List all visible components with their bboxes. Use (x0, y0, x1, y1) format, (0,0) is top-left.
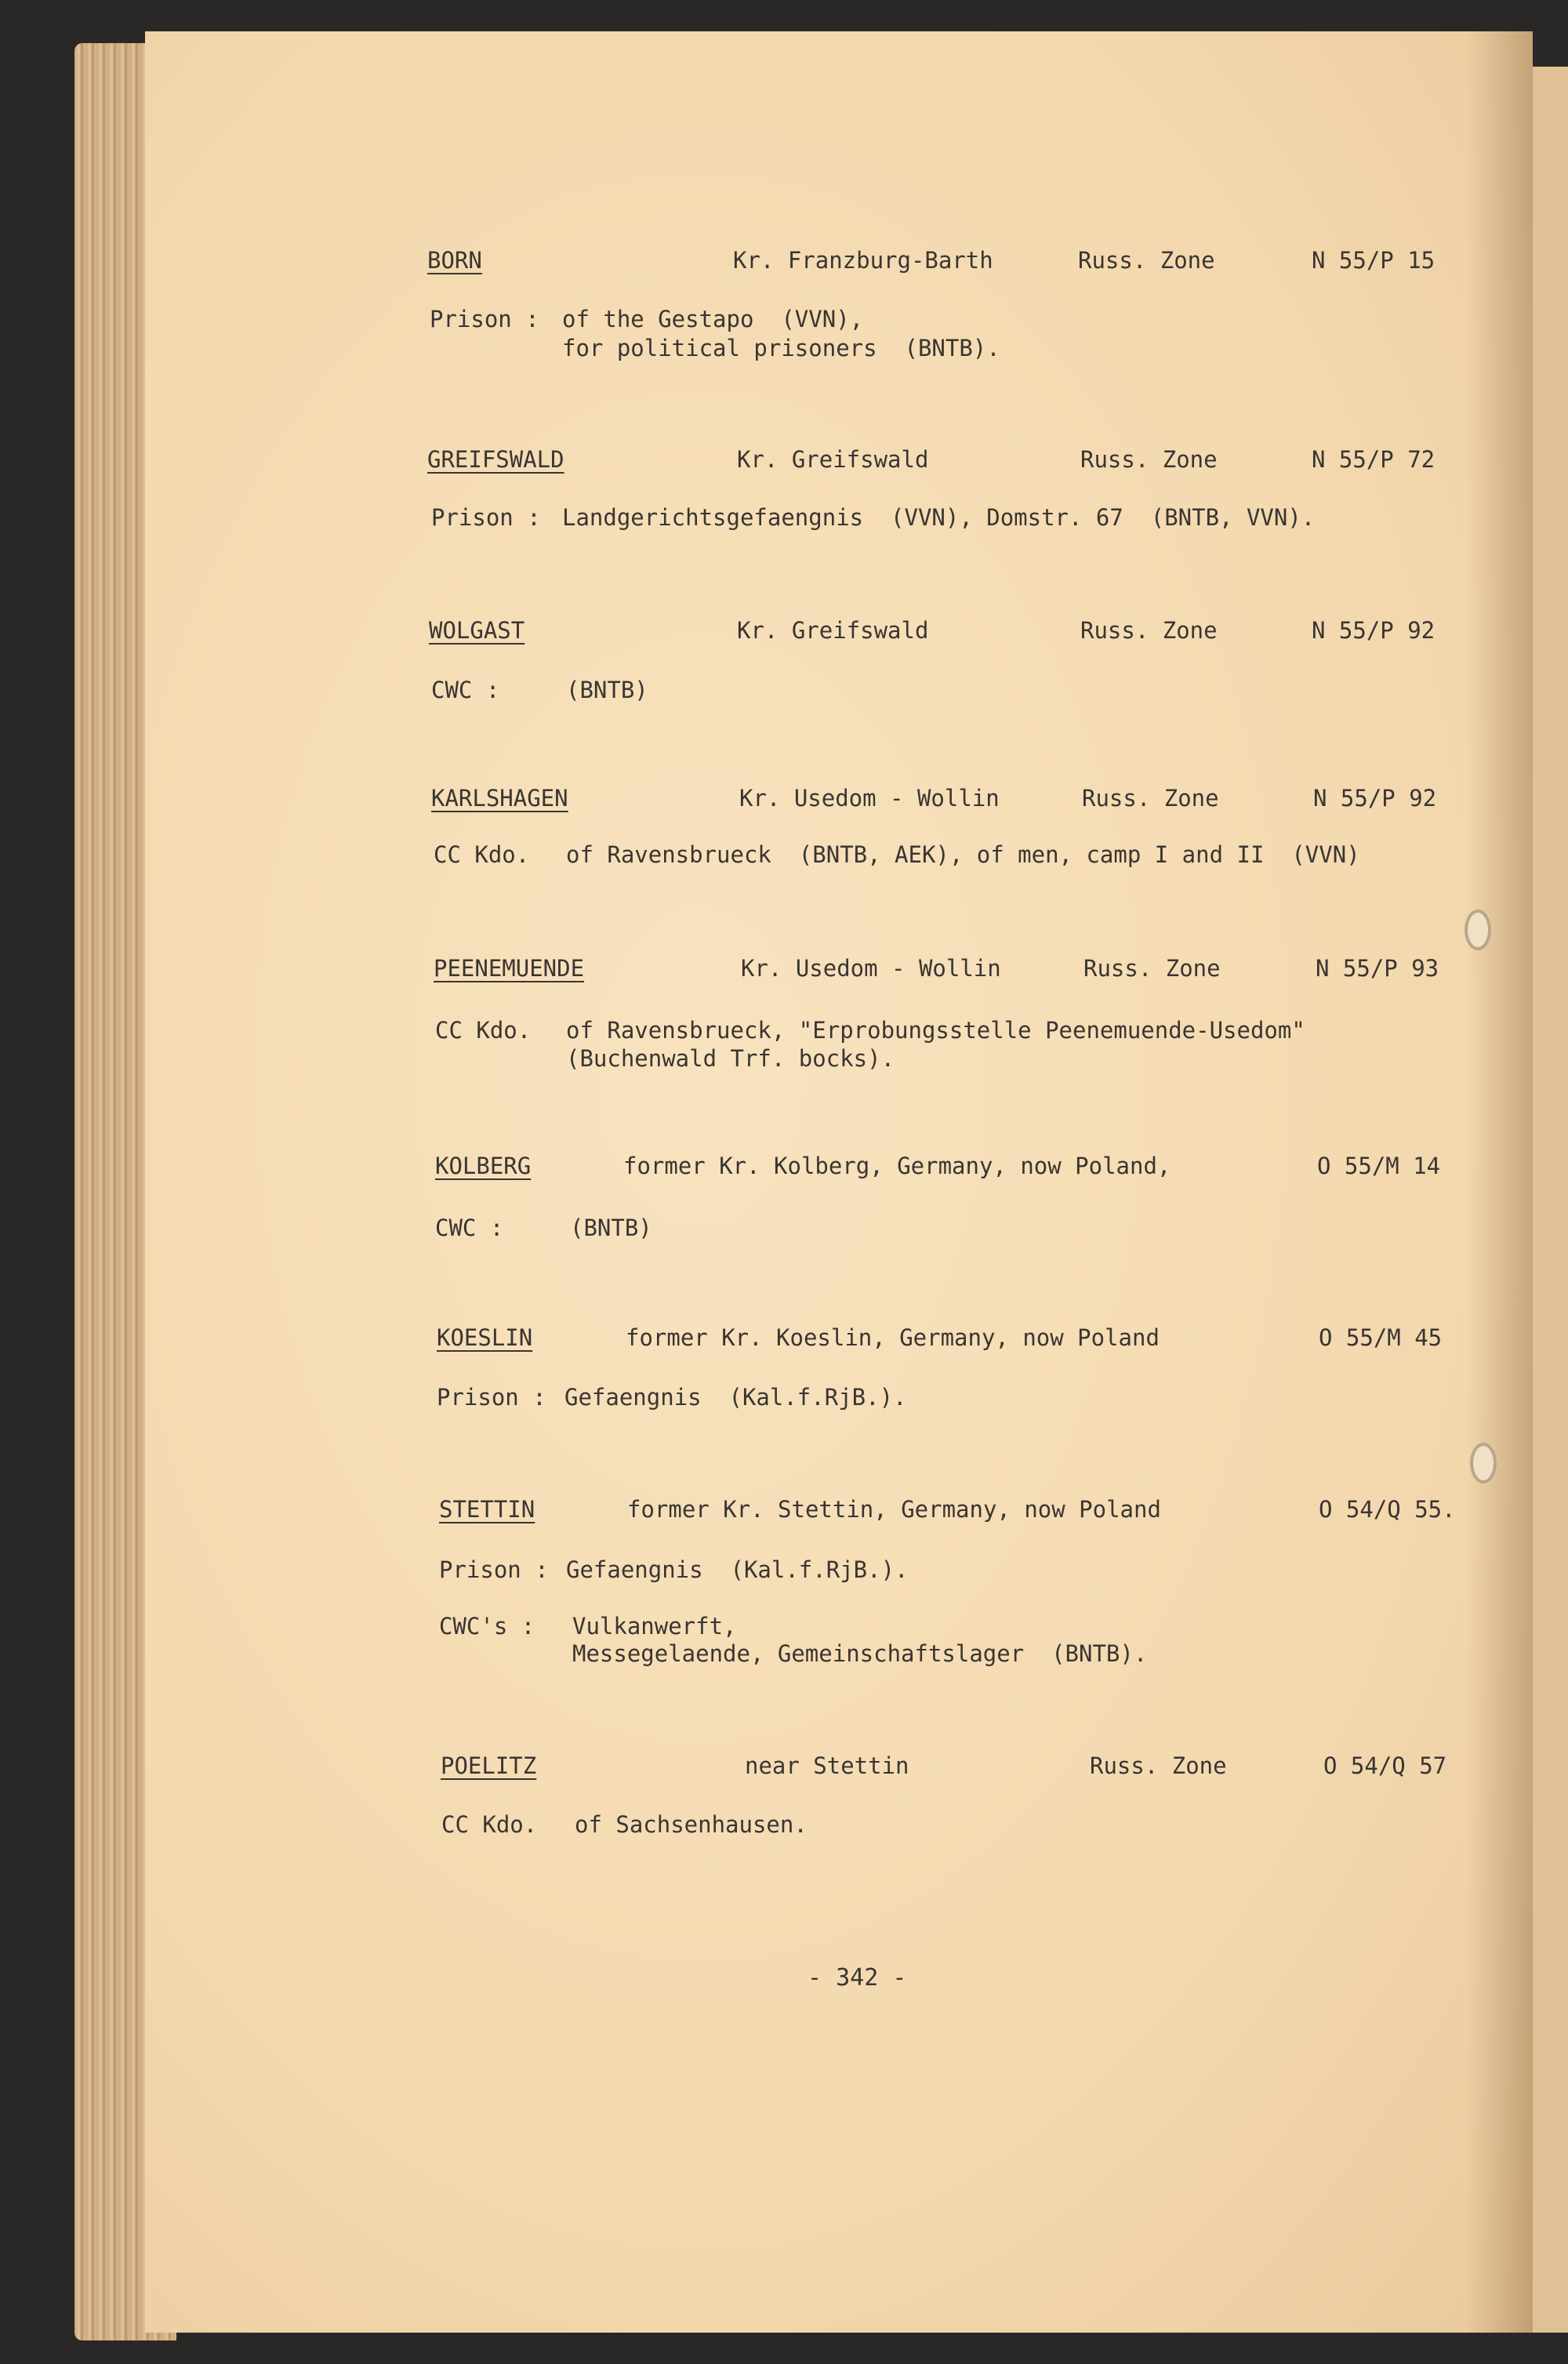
entry-name: KOLBERG (435, 1153, 532, 1179)
entry-line-label: CWC's : (439, 1613, 535, 1640)
punch-hole (1465, 910, 1491, 950)
entry-district: near Stettin (745, 1752, 909, 1779)
entry-district: Kr. Greifswald (737, 617, 929, 644)
entry-line-text: of Sachsenhausen. (575, 1811, 808, 1838)
entry-grid: N 55/P 92 (1313, 785, 1437, 812)
entry-name: KOESLIN (437, 1324, 533, 1351)
entry-district: former Kr. Stettin, Germany, now Poland (627, 1496, 1161, 1523)
entry-zone: Russ. Zone (1082, 785, 1219, 812)
entry-zone: Russ. Zone (1090, 1752, 1227, 1779)
facing-page-edge (1533, 67, 1568, 2333)
entry-line-text: of the Gestapo (VVN), (562, 306, 864, 332)
entry-line-label: Prison : (430, 306, 539, 332)
entry-district: former Kr. Kolberg, Germany, now Poland, (623, 1153, 1171, 1179)
entry-line-label: Prison : (437, 1384, 546, 1411)
entry-line-label: CWC : (431, 677, 500, 703)
entry-line-text: Vulkanwerft, (572, 1613, 737, 1640)
entry-name: PEENEMUENDE (434, 955, 585, 982)
punch-hole (1470, 1443, 1497, 1483)
entry-grid: N 55/P 92 (1312, 617, 1436, 644)
entry-line-text: (BNTB) (570, 1215, 652, 1241)
entry-line-text: (Buchenwald Trf. bocks). (566, 1045, 895, 1072)
entry-district: former Kr. Koeslin, Germany, now Poland (626, 1324, 1160, 1351)
page-number: - 342 - (808, 1964, 907, 1992)
entry-district: Kr. Greifswald (737, 446, 929, 473)
entry-name: WOLGAST (429, 617, 525, 644)
entry-line-label: CC Kdo. (434, 841, 530, 868)
entry-name: POELITZ (441, 1752, 537, 1779)
entry-grid: N 55/P 72 (1312, 446, 1436, 473)
entry-district: Kr. Usedom - Wollin (739, 785, 1000, 812)
entry-grid: O 55/M 45 (1319, 1324, 1443, 1351)
entry-line-text: Messegelaende, Gemeinschaftslager (BNTB). (572, 1640, 1148, 1667)
entry-line-text: Gefaengnis (Kal.f.RjB.). (566, 1556, 909, 1583)
entry-line-text: of Ravensbrueck (BNTB, AEK), of men, camp I and II (VVN) (566, 841, 1360, 868)
entry-zone: Russ. Zone (1083, 955, 1221, 982)
entry-line-label: CWC : (435, 1215, 504, 1241)
entry-zone: Russ. Zone (1078, 247, 1215, 274)
entry-line-text: Landgerichtsgefaengnis (VVN), Domstr. 67 (BNTB, VVN). (562, 504, 1316, 531)
entry-line-label: Prison : (439, 1556, 549, 1583)
entry-grid: N 55/P 15 (1312, 247, 1436, 274)
entry-line-text: (BNTB) (566, 677, 648, 703)
entry-grid: O 54/Q 57 (1323, 1752, 1447, 1779)
entry-name: GREIFSWALD (427, 446, 564, 473)
entry-line-text: Gefaengnis (Kal.f.RjB.). (564, 1384, 907, 1411)
entry-grid: O 55/M 14 (1317, 1153, 1441, 1179)
entry-zone: Russ. Zone (1080, 617, 1218, 644)
page-gutter (1466, 31, 1533, 2333)
entry-district: Kr. Franzburg-Barth (733, 247, 993, 274)
entry-line-text: of Ravensbrueck, "Erprobungsstelle Peenemuende-Usedom" (566, 1017, 1305, 1044)
entry-line-label: CC Kdo. (435, 1017, 532, 1044)
entry-line-text: for political prisoners (BNTB). (562, 335, 1000, 361)
entry-line-label: CC Kdo. (441, 1811, 538, 1838)
entry-name: KARLSHAGEN (431, 785, 568, 812)
entry-district: Kr. Usedom - Wollin (741, 955, 1001, 982)
entry-grid: N 55/P 93 (1316, 955, 1439, 982)
entry-grid: O 54/Q 55. (1319, 1496, 1456, 1523)
entry-zone: Russ. Zone (1080, 446, 1218, 473)
entry-name: BORN (427, 247, 482, 274)
entry-name: STETTIN (439, 1496, 535, 1523)
entry-line-label: Prison : (431, 504, 541, 531)
